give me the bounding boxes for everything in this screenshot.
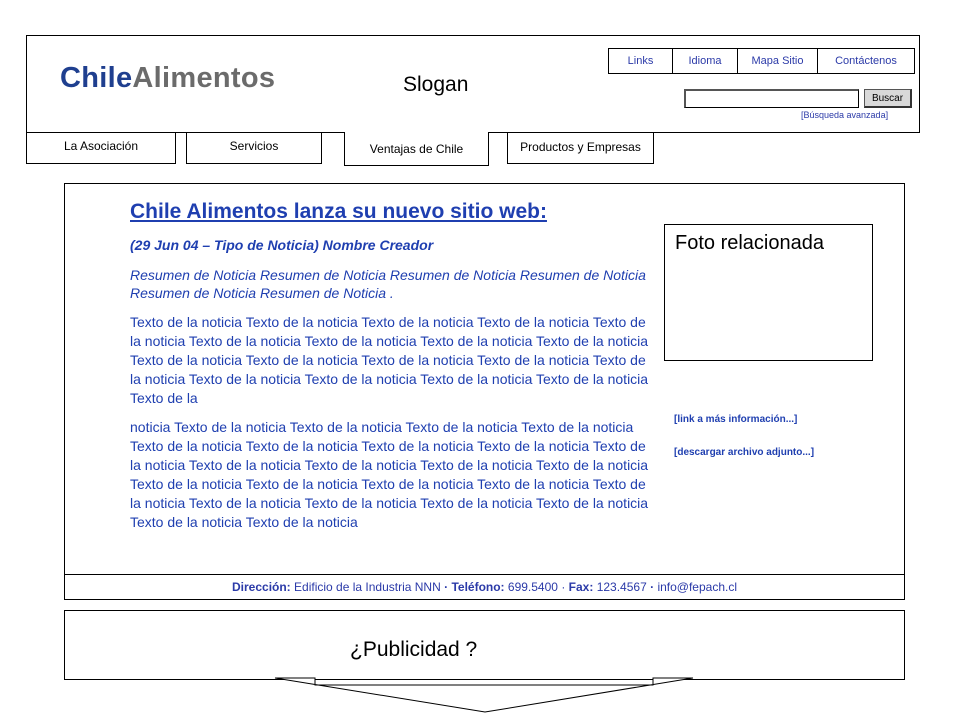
- news-title[interactable]: Chile Alimentos lanza su nuevo sitio web:: [130, 200, 547, 223]
- news-body-paragraph: Texto de la noticia Texto de la noticia Texto de la noticia Texto de la noticia Texto de la noticia Texto de la noticia Texto de la noticia Texto de la noticia Texto de la noticia Texto de la noticia Texto de la noticia Texto de la noticia Texto de la noticia Texto de la noticia Texto de la noticia Texto de la noticia Texto de la noticia Texto de la noticia Texto de la: [130, 314, 649, 406]
- email-link[interactable]: info@fepach.cl: [657, 580, 737, 594]
- top-links-bar: [608, 48, 915, 74]
- phone-value: 699.5400: [507, 580, 558, 594]
- tab-ventajas-de-chile[interactable]: [344, 132, 489, 166]
- fax-value: 123.4567: [596, 580, 647, 594]
- news-meta: (29 Jun 04 – Tipo de Noticia) Nombre Creador: [130, 237, 434, 253]
- address-label: Dirección:: [232, 580, 291, 594]
- top-link-mapa-sitio[interactable]: Mapa Sitio: [738, 49, 818, 73]
- tab-label: Ventajas de Chile: [369, 142, 464, 156]
- ad-label: ¿Publicidad ?: [350, 638, 478, 661]
- tab-la-asociacion[interactable]: [26, 132, 176, 164]
- fax-label: Fax:: [568, 580, 594, 594]
- top-link-contactenos[interactable]: Contáctenos: [835, 55, 897, 67]
- separator: ·: [561, 580, 566, 594]
- site-logo[interactable]: [60, 62, 275, 95]
- down-arrow-icon: [270, 676, 700, 716]
- top-link-links[interactable]: Links: [609, 49, 673, 73]
- ad-banner[interactable]: [64, 610, 905, 680]
- advanced-search-link[interactable]: [Búsqueda avanzada]: [801, 110, 889, 120]
- footer-contact-info: [64, 574, 905, 600]
- news-summary: Resumen de Noticia Resumen de Noticia Resumen de Noticia Resumen de Noticia Resumen de Noticia Resumen de Noticia .: [130, 267, 646, 301]
- more-info-link[interactable]: [link a más información...]: [674, 414, 798, 425]
- tab-productos-y-empresas[interactable]: [507, 132, 654, 164]
- related-photo-label: Foto relacionada: [675, 232, 824, 254]
- tab-label: Productos y Empresas: [520, 140, 641, 154]
- phone-label: Teléfono:: [451, 580, 505, 594]
- search-input[interactable]: [684, 89, 859, 108]
- logo-part-alimentos: Alimentos: [132, 62, 276, 94]
- address-value: Edificio de la Industria NNN: [294, 580, 441, 594]
- download-attachment-link[interactable]: [descargar archivo adjunto...]: [674, 447, 815, 458]
- tab-label: Servicios: [229, 139, 279, 153]
- news-body-paragraph: noticia Texto de la noticia Texto de la noticia Texto de la noticia Texto de la noticia Texto de la noticia Texto de la noticia Texto de la noticia Texto de la noticia Texto de la noticia Texto de la noticia Texto de la noticia Texto de la noticia Texto de la noticia Texto de la noticia Texto de la noticia Texto de la noticia Texto de la noticia Texto de la noticia Texto de la noticia Texto de la noticia Texto de la noticia Texto de la noticia Texto de la noticia Texto de la noticia: [130, 419, 649, 530]
- tab-label: La Asociación: [63, 139, 139, 153]
- slogan: Slogan: [403, 73, 469, 96]
- search-button[interactable]: Buscar: [864, 89, 912, 108]
- separator: ·: [650, 580, 655, 594]
- separator: ·: [444, 580, 449, 594]
- tab-servicios[interactable]: [186, 132, 322, 164]
- logo-part-chile: Chile: [60, 62, 133, 94]
- top-link-idioma[interactable]: Idioma: [673, 49, 738, 73]
